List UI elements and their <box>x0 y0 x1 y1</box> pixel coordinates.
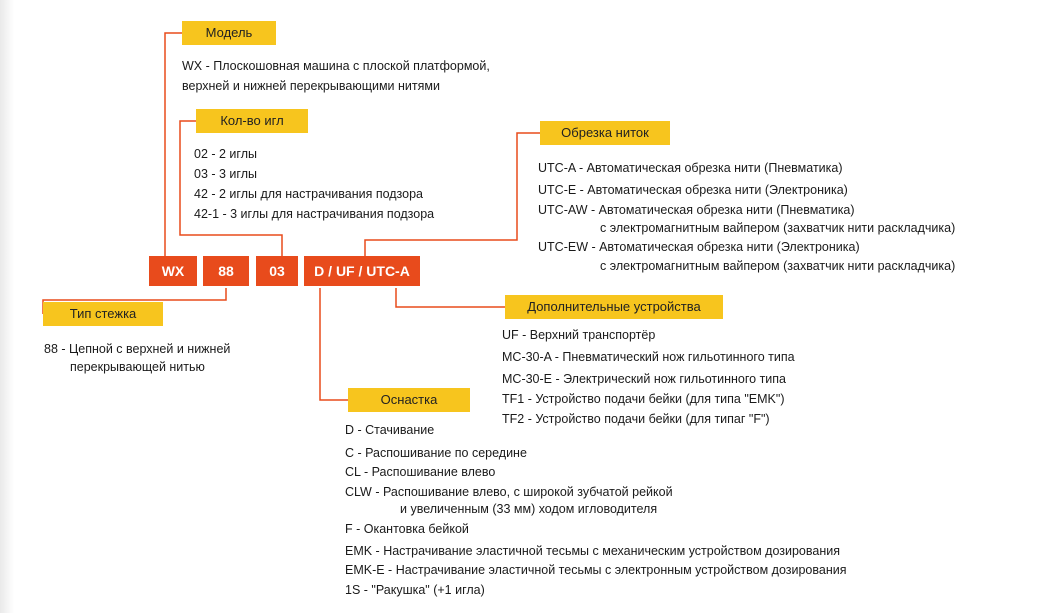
needle-line-2: 03 - 3 иглы <box>194 167 257 181</box>
trim-line-4: с электромагнитным вайпером (захватчик нити раскладчика) <box>600 221 956 235</box>
code-03: 03 <box>256 256 298 286</box>
equipment-line-9: 1S - "Ракушка" (+1 игла) <box>345 583 485 597</box>
code-d-uf-utca: D / UF / UTC-A <box>304 256 420 286</box>
trim-line-1: UTC-A - Автоматическая обрезка нити (Пневматика) <box>538 161 843 175</box>
device-line-3: MC-30-E - Электрический нож гильотинного типа <box>502 372 786 386</box>
label-equipment: Оснастка <box>348 388 470 412</box>
equipment-line-8: EMK-E - Настрачивание эластичной тесьмы с электронным устройством дозирования <box>345 563 847 577</box>
model-line-2: верхней и нижней перекрывающими нитями <box>182 79 440 93</box>
equipment-line-7: EMK - Настрачивание эластичной тесьмы с механическим устройством дозирования <box>345 544 840 558</box>
model-line-1: WX - Плоскошовная машина с плоской платформой, <box>182 59 490 73</box>
trim-line-2: UTC-E - Автоматическая обрезка нити (Электроника) <box>538 183 848 197</box>
trim-line-6: с электромагнитным вайпером (захватчик нити раскладчика) <box>600 259 956 273</box>
device-line-4: TF1 - Устройство подачи бейки (для типа "EMK") <box>502 392 785 406</box>
needle-line-4: 42-1 - 3 иглы для настрачивания подзора <box>194 207 435 221</box>
equipment-line-6: F - Окантовка бейкой <box>345 522 469 536</box>
label-stitch-type: Тип стежка <box>43 302 163 326</box>
equipment-line-2: C - Распошивание по середине <box>345 446 527 460</box>
connector-equipment <box>320 288 348 400</box>
connector-extra-devices <box>396 288 505 307</box>
device-line-5: TF2 - Устройство подачи бейки (для типаг "F") <box>502 412 770 426</box>
trim-line-5: UTC-EW - Автоматическая обрезка нити (Электроника) <box>538 240 860 254</box>
label-extra-devices: Дополнительные устройства <box>505 295 723 319</box>
code-wx: WX <box>149 256 197 286</box>
device-line-1: UF - Верхний транспортёр <box>502 328 656 342</box>
needle-line-1: 02 - 2 иглы <box>194 147 257 161</box>
label-needles: Кол-во игл <box>196 109 308 133</box>
equipment-line-5: и увеличенным (33 мм) ходом игловодителя <box>400 502 658 516</box>
needle-line-3: 42 - 2 иглы для настрачивания подзора <box>194 187 424 201</box>
device-line-2: MC-30-A - Пневматический нож гильотинного типа <box>502 350 795 364</box>
equipment-line-3: CL - Распошивание влево <box>345 465 496 479</box>
trim-line-3: UTC-AW - Автоматическая обрезка нити (Пневматика) <box>538 203 855 217</box>
equipment-line-4: CLW - Распошивание влево, с широкой зубчатой рейкой <box>345 485 673 499</box>
label-thread-trim: Обрезка ниток <box>540 121 670 145</box>
label-model: Модель <box>182 21 276 45</box>
equipment-line-1: D - Стачивание <box>345 423 435 437</box>
stitch-line-1: 88 - Цепной с верхней и нижней <box>44 342 231 356</box>
stitch-line-2: перекрывающей нитью <box>70 360 205 374</box>
code-88: 88 <box>203 256 249 286</box>
